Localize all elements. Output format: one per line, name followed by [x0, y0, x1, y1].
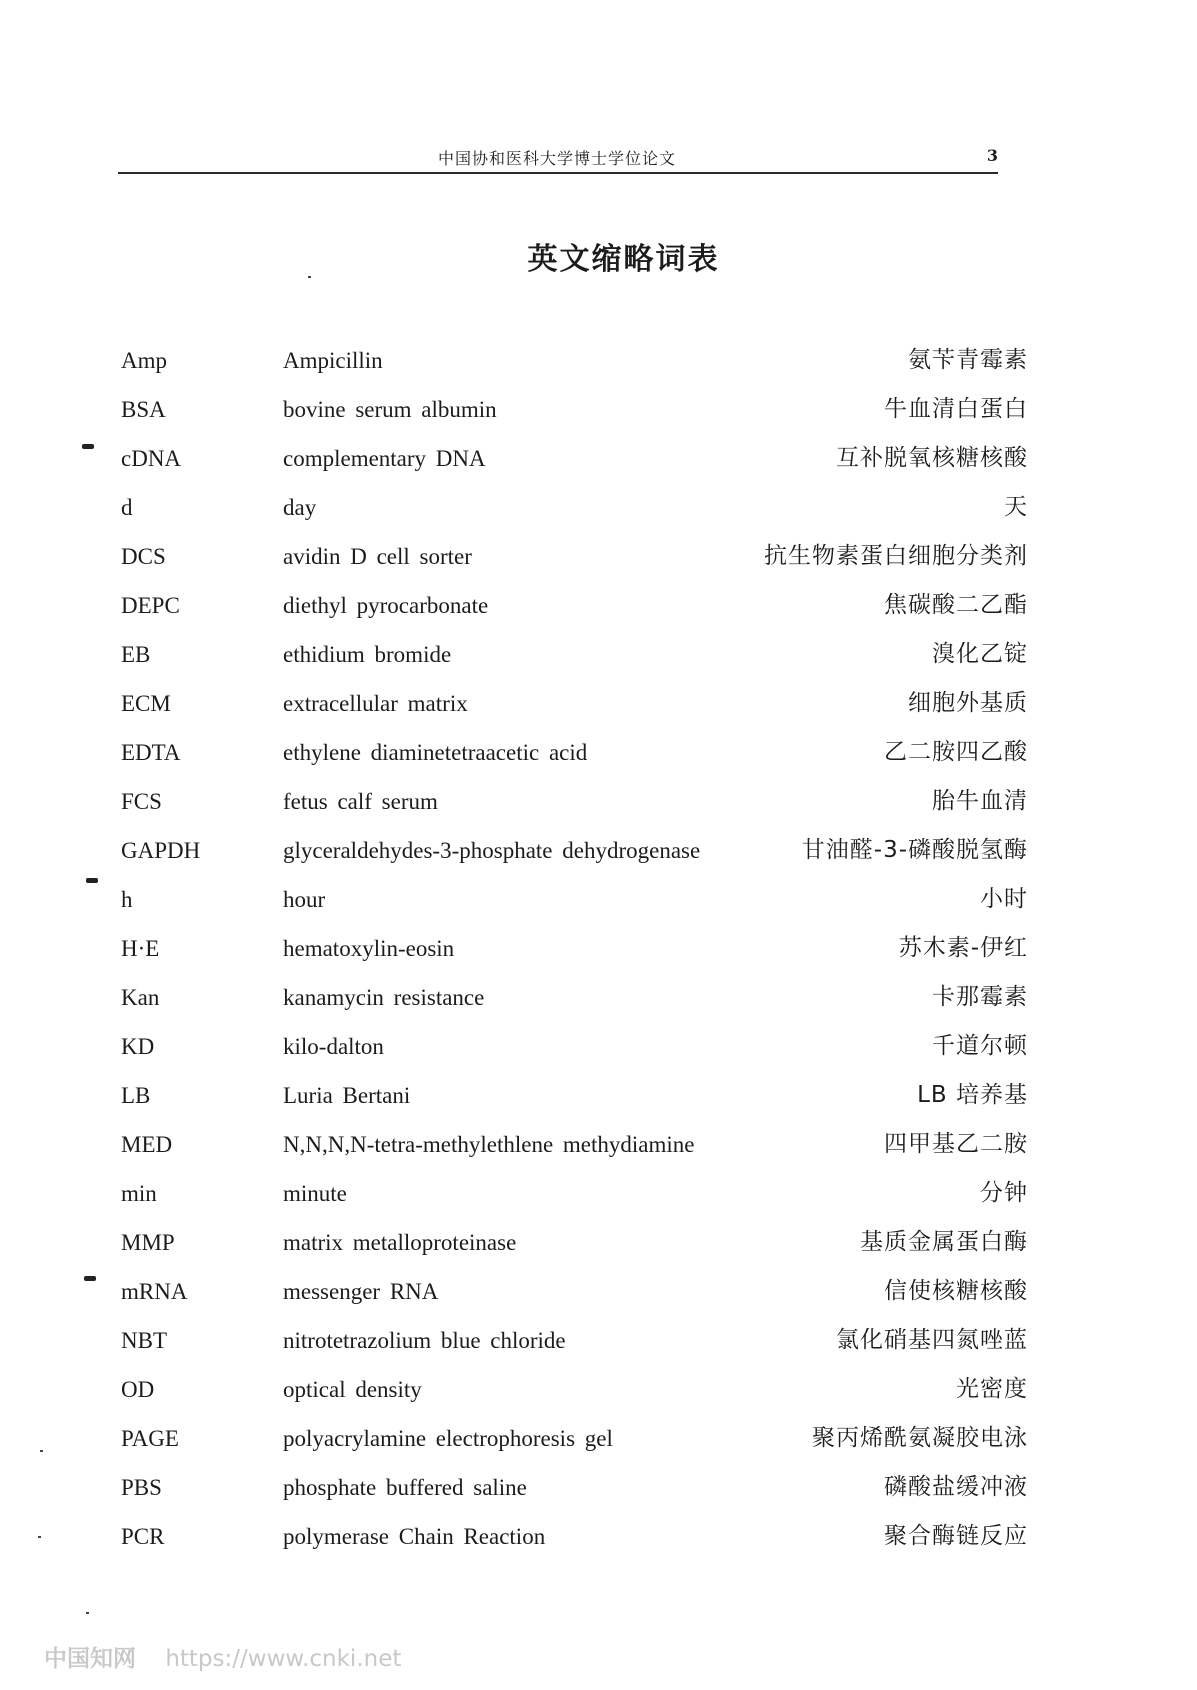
- table-row: [118, 1071, 1028, 1120]
- abbreviation-cell: Kan: [121, 985, 160, 1010]
- chinese-term-cell: 千道尔顿: [932, 1033, 1028, 1059]
- abbreviation-cell: min: [121, 1181, 157, 1206]
- english-term-cell: ethidium bromide: [283, 642, 452, 667]
- abbreviation-cell: LB: [121, 1083, 151, 1108]
- english-term-cell: fetus calf serum: [283, 789, 438, 814]
- abbreviation-cell: GAPDH: [121, 838, 201, 863]
- english-term-cell: hour: [283, 887, 326, 912]
- english-term-cell: ethylene diaminetetraacetic acid: [283, 740, 588, 765]
- scan-speck: [38, 1536, 41, 1538]
- abbreviation-table: [118, 336, 1028, 1561]
- chinese-term-cell: 氯化硝基四氮唑蓝: [836, 1327, 1028, 1353]
- abbreviation-cell: FCS: [121, 789, 162, 814]
- chinese-term-cell: 甘油醛-3-磷酸脱氢酶: [801, 837, 1028, 863]
- abbreviation-cell: ECM: [121, 691, 171, 716]
- scan-mark: [86, 878, 98, 883]
- abbreviation-cell: DEPC: [121, 593, 180, 618]
- abbreviation-cell: OD: [121, 1377, 155, 1402]
- abbreviation-cell: EDTA: [121, 740, 181, 765]
- chinese-term-cell: LB 培养基: [917, 1082, 1028, 1108]
- english-term-cell: day: [283, 495, 317, 520]
- abbreviation-cell: DCS: [121, 544, 166, 569]
- chinese-term-cell: 四甲基乙二胺: [884, 1131, 1028, 1157]
- scan-speck: [308, 276, 311, 278]
- english-term-cell: extracellular matrix: [283, 691, 468, 716]
- english-term-cell: N,N,N,N-tetra-methylethlene methydiamine: [283, 1132, 695, 1157]
- english-term-cell: phosphate buffered saline: [283, 1475, 527, 1500]
- chinese-term-cell: 互补脱氧核糖核酸: [836, 445, 1028, 471]
- abbreviation-cell: H·E: [121, 936, 160, 961]
- table-row: [118, 581, 1028, 630]
- english-term-cell: kilo-dalton: [283, 1034, 384, 1059]
- table-row: [118, 434, 1028, 483]
- table-row: [118, 336, 1028, 385]
- table-row: [118, 777, 1028, 826]
- chinese-term-cell: 小时: [980, 886, 1028, 912]
- english-term-cell: polyacrylamine electrophoresis gel: [283, 1426, 613, 1451]
- abbreviation-cell: MED: [121, 1132, 173, 1157]
- page-number: 3: [986, 146, 998, 165]
- chinese-term-cell: 抗生物素蛋白细胞分类剂: [764, 543, 1028, 569]
- table-row: [118, 1365, 1028, 1414]
- abbreviation-cell: h: [121, 887, 133, 912]
- chinese-term-cell: 溴化乙锭: [932, 641, 1028, 667]
- table-row: [118, 1463, 1028, 1512]
- english-term-cell: optical density: [283, 1377, 422, 1402]
- english-term-cell: Ampicillin: [283, 348, 383, 373]
- table-row: [118, 924, 1028, 973]
- chinese-term-cell: 焦碳酸二乙酯: [884, 592, 1028, 618]
- abbreviation-cell: MMP: [121, 1230, 175, 1255]
- english-term-cell: kanamycin resistance: [283, 985, 485, 1010]
- watermark-brand: 中国知网: [44, 1646, 136, 1672]
- chinese-term-cell: 胎牛血清: [932, 788, 1028, 814]
- abbreviation-cell: EB: [121, 642, 151, 667]
- table-row: [118, 1169, 1028, 1218]
- abbreviation-cell: PBS: [121, 1475, 162, 1500]
- english-term-cell: avidin D cell sorter: [283, 544, 472, 569]
- table-row: [118, 1120, 1028, 1169]
- chinese-term-cell: 苏木素-伊红: [898, 935, 1028, 961]
- table-row: [118, 1316, 1028, 1365]
- scan-mark: [82, 444, 94, 449]
- chinese-term-cell: 聚合酶链反应: [884, 1523, 1028, 1549]
- chinese-term-cell: 牛血清白蛋白: [884, 396, 1028, 422]
- chinese-term-cell: 分钟: [980, 1180, 1028, 1206]
- running-header: [118, 146, 998, 174]
- table-row: [118, 1022, 1028, 1071]
- chinese-term-cell: 光密度: [956, 1376, 1028, 1402]
- table-row: [118, 1414, 1028, 1463]
- english-term-cell: minute: [283, 1181, 347, 1206]
- table-row: [118, 1512, 1028, 1561]
- table-row: [118, 483, 1028, 532]
- chinese-term-cell: 磷酸盐缓冲液: [884, 1474, 1028, 1500]
- scan-speck: [86, 1612, 89, 1614]
- chinese-term-cell: 信使核糖核酸: [884, 1278, 1028, 1304]
- table-row: [118, 973, 1028, 1022]
- english-term-cell: messenger RNA: [283, 1279, 439, 1304]
- english-term-cell: hematoxylin-eosin: [283, 936, 455, 961]
- abbreviation-cell: PAGE: [121, 1426, 179, 1451]
- abbreviation-cell: NBT: [121, 1328, 167, 1353]
- english-term-cell: Luria Bertani: [283, 1083, 411, 1108]
- abbreviation-cell: d: [121, 495, 133, 520]
- english-term-cell: bovine serum albumin: [283, 397, 497, 422]
- english-term-cell: complementary DNA: [283, 446, 486, 471]
- table-row: [118, 1267, 1028, 1316]
- chinese-term-cell: 聚丙烯酰氨凝胶电泳: [812, 1425, 1028, 1451]
- header-title: 中国协和医科大学博士学位论文: [438, 149, 677, 168]
- table-row: [118, 532, 1028, 581]
- english-term-cell: nitrotetrazolium blue chloride: [283, 1328, 566, 1353]
- table-row: [118, 630, 1028, 679]
- cnki-watermark: [44, 1640, 401, 1673]
- english-term-cell: glyceraldehydes-3-phosphate dehydrogenase: [283, 838, 701, 863]
- table-row: [118, 1218, 1028, 1267]
- english-term-cell: matrix metalloproteinase: [283, 1230, 517, 1255]
- scan-speck: [40, 1450, 43, 1452]
- table-row: [118, 728, 1028, 777]
- scan-mark: [84, 1276, 96, 1281]
- abbreviation-cell: mRNA: [121, 1279, 188, 1304]
- abbreviation-cell: BSA: [121, 397, 166, 422]
- chinese-term-cell: 卡那霉素: [932, 984, 1028, 1010]
- abbreviation-cell: Amp: [121, 348, 167, 373]
- table-row: [118, 826, 1028, 875]
- watermark-url: https://www.cnki.net: [165, 1646, 402, 1672]
- table-row: [118, 679, 1028, 728]
- chinese-term-cell: 氨苄青霉素: [908, 347, 1028, 373]
- abbreviation-cell: PCR: [121, 1524, 165, 1549]
- page-title: 英文缩略词表: [527, 242, 720, 277]
- chinese-term-cell: 乙二胺四乙酸: [884, 739, 1028, 765]
- table-row: [118, 385, 1028, 434]
- english-term-cell: diethyl pyrocarbonate: [283, 593, 489, 618]
- abbreviation-cell: KD: [121, 1034, 155, 1059]
- table-row: [118, 875, 1028, 924]
- chinese-term-cell: 天: [1004, 494, 1028, 520]
- abbreviation-cell: cDNA: [121, 446, 182, 471]
- chinese-term-cell: 基质金属蛋白酶: [860, 1229, 1028, 1255]
- english-term-cell: polymerase Chain Reaction: [283, 1524, 546, 1549]
- chinese-term-cell: 细胞外基质: [908, 690, 1028, 716]
